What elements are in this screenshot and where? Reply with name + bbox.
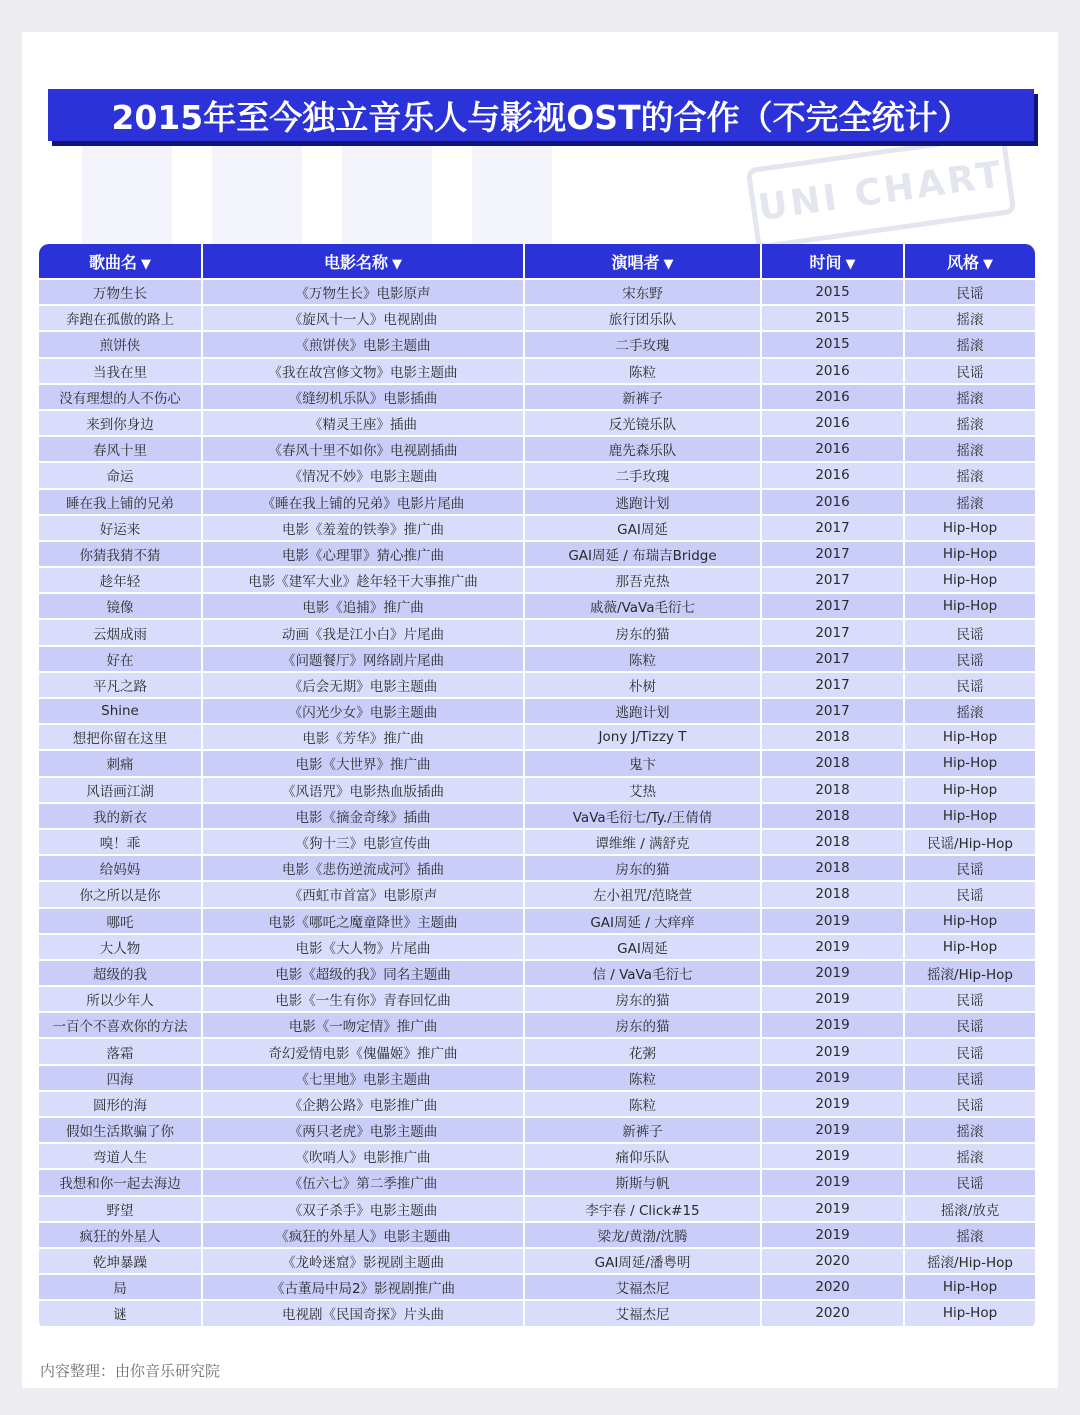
cell-song: 我的新衣	[39, 803, 202, 829]
cell-song: 云烟成雨	[39, 619, 202, 645]
chevron-down-icon: ▼	[983, 256, 993, 272]
cell-film: 电影《追捕》推广曲	[202, 593, 524, 619]
cell-artist: 陈粒	[524, 646, 761, 672]
table-row	[39, 829, 1035, 855]
cell-film: 《风语咒》电影热血版插曲	[202, 777, 524, 803]
cell-artist: GAI周延 / 布瑞吉Bridge	[524, 541, 761, 567]
cell-artist: 艾福杰尼	[524, 1274, 761, 1300]
cell-song: 四海	[39, 1065, 202, 1091]
chevron-down-icon: ▼	[845, 256, 856, 272]
cell-year: 2019	[761, 1222, 904, 1248]
cell-style: 民谣	[904, 881, 1035, 907]
cell-style: 摇滚	[904, 305, 1035, 331]
cell-artist: 二手玫瑰	[524, 462, 761, 488]
cell-film: 电影《哪吒之魔童降世》主题曲	[202, 908, 524, 934]
cell-song: 平凡之路	[39, 672, 202, 698]
cell-style: Hip-Hop	[904, 541, 1035, 567]
table-row	[39, 358, 1035, 384]
cell-year: 2018	[761, 881, 904, 907]
cell-song: 奔跑在孤傲的路上	[39, 305, 202, 331]
cell-artist: 斯斯与帆	[524, 1169, 761, 1195]
table-row	[39, 436, 1035, 462]
table-row	[39, 1222, 1035, 1248]
cell-film: 电影《大世界》推广曲	[202, 750, 524, 776]
cell-year: 2017	[761, 698, 904, 724]
cell-style: 摇滚	[904, 698, 1035, 724]
cell-style: 民谣	[904, 358, 1035, 384]
cell-song: 万物生长	[39, 279, 202, 305]
cell-film: 电影《大人物》片尾曲	[202, 934, 524, 960]
cell-artist: Jony J/Tizzy T	[524, 724, 761, 750]
cell-artist: 二手玫瑰	[524, 331, 761, 357]
table-row	[39, 1143, 1035, 1169]
cell-film: 《睡在我上铺的兄弟》电影片尾曲	[202, 489, 524, 515]
cell-song: 落霜	[39, 1038, 202, 1064]
cell-film: 《我在故宫修文物》电影主题曲	[202, 358, 524, 384]
table-row	[39, 855, 1035, 881]
cell-artist: 房东的猫	[524, 619, 761, 645]
table-row	[39, 541, 1035, 567]
table-row	[39, 619, 1035, 645]
cell-style: Hip-Hop	[904, 724, 1035, 750]
cell-style: 民谣/Hip-Hop	[904, 829, 1035, 855]
cell-song: 春风十里	[39, 436, 202, 462]
cell-style: 民谣	[904, 672, 1035, 698]
cell-style: Hip-Hop	[904, 515, 1035, 541]
cell-year: 2018	[761, 803, 904, 829]
cell-film: 《煎饼侠》电影主题曲	[202, 331, 524, 357]
cell-song: 局	[39, 1274, 202, 1300]
cell-year: 2018	[761, 855, 904, 881]
cell-song: 没有理想的人不伤心	[39, 384, 202, 410]
table-row	[39, 410, 1035, 436]
cell-artist: 逃跑计划	[524, 489, 761, 515]
cell-song: 你之所以是你	[39, 881, 202, 907]
table-row	[39, 331, 1035, 357]
header-song[interactable]: 歌曲名 ▼	[39, 244, 202, 279]
cell-year: 2016	[761, 462, 904, 488]
cell-artist: 那吾克热	[524, 567, 761, 593]
chevron-down-icon: ▼	[663, 256, 674, 272]
cell-artist: 左小祖咒/范晓萱	[524, 881, 761, 907]
cell-year: 2017	[761, 515, 904, 541]
cell-film: 《企鹅公路》电影推广曲	[202, 1091, 524, 1117]
cell-year: 2020	[761, 1248, 904, 1274]
cell-artist: 信 / VaVa毛衍七	[524, 960, 761, 986]
cell-year: 2018	[761, 724, 904, 750]
cell-artist: 宋东野	[524, 279, 761, 305]
table-row	[39, 1012, 1035, 1038]
cell-artist: 艾福杰尼	[524, 1300, 761, 1325]
cell-year: 2019	[761, 1091, 904, 1117]
table-row	[39, 1274, 1035, 1300]
cell-song: 超级的我	[39, 960, 202, 986]
cell-film: 《春风十里不如你》电视剧插曲	[202, 436, 524, 462]
table-row	[39, 279, 1035, 305]
cell-year: 2019	[761, 1196, 904, 1222]
cell-year: 2017	[761, 593, 904, 619]
cell-style: 摇滚	[904, 331, 1035, 357]
cell-year: 2019	[761, 1038, 904, 1064]
table-row	[39, 672, 1035, 698]
page-title: 2015年至今独立音乐人与影视OST的合作（不完全统计）	[48, 89, 1034, 141]
cell-style: 民谣	[904, 1065, 1035, 1091]
cell-film: 《双子杀手》电影主题曲	[202, 1196, 524, 1222]
cell-year: 2019	[761, 960, 904, 986]
cell-song: Shine	[39, 698, 202, 724]
cell-song: 趁年轻	[39, 567, 202, 593]
cell-style: 民谣	[904, 619, 1035, 645]
chevron-down-icon: ▼	[141, 256, 151, 272]
cell-film: 《伍六七》第二季推广曲	[202, 1169, 524, 1195]
table-row	[39, 1038, 1035, 1064]
cell-style: 摇滚	[904, 436, 1035, 462]
table-row	[39, 1065, 1035, 1091]
cell-year: 2016	[761, 489, 904, 515]
cell-artist: GAI周延	[524, 515, 761, 541]
ost-table	[39, 244, 1035, 1330]
cell-style: 民谣	[904, 1012, 1035, 1038]
cell-year: 2015	[761, 279, 904, 305]
cell-artist: 鬼卞	[524, 750, 761, 776]
table-row	[39, 1117, 1035, 1143]
poster-card	[22, 32, 1058, 1388]
cell-film: 《两只老虎》电影主题曲	[202, 1117, 524, 1143]
cell-style: 摇滚	[904, 489, 1035, 515]
table-row	[39, 1300, 1035, 1325]
cell-style: 民谣	[904, 646, 1035, 672]
cell-song: 所以少年人	[39, 986, 202, 1012]
cell-song: 来到你身边	[39, 410, 202, 436]
cell-style: Hip-Hop	[904, 750, 1035, 776]
cell-film: 《疯狂的外星人》电影主题曲	[202, 1222, 524, 1248]
cell-year: 2019	[761, 1065, 904, 1091]
cell-style: Hip-Hop	[904, 567, 1035, 593]
cell-year: 2018	[761, 777, 904, 803]
cell-song: 乾坤暴躁	[39, 1248, 202, 1274]
cell-year: 2016	[761, 358, 904, 384]
header-film[interactable]: 电影名称 ▼	[202, 244, 524, 279]
header-style[interactable]: 风格 ▼	[904, 244, 1035, 279]
table-row	[39, 960, 1035, 986]
cell-style: 摇滚/放克	[904, 1196, 1035, 1222]
cell-year: 2020	[761, 1300, 904, 1325]
table-row	[39, 698, 1035, 724]
cell-style: 摇滚	[904, 1222, 1035, 1248]
table-row	[39, 567, 1035, 593]
cell-film: 《精灵王座》插曲	[202, 410, 524, 436]
cell-year: 2015	[761, 305, 904, 331]
table-row	[39, 462, 1035, 488]
cell-song: 当我在里	[39, 358, 202, 384]
cell-year: 2016	[761, 436, 904, 462]
cell-artist: 梁龙/黄渤/沈腾	[524, 1222, 761, 1248]
cell-artist: GAI周延/潘粤明	[524, 1248, 761, 1274]
cell-artist: 痛仰乐队	[524, 1143, 761, 1169]
table-row	[39, 724, 1035, 750]
cell-style: 摇滚	[904, 1117, 1035, 1143]
cell-year: 2017	[761, 541, 904, 567]
cell-style: 摇滚	[904, 384, 1035, 410]
cell-year: 2020	[761, 1274, 904, 1300]
cell-artist: 逃跑计划	[524, 698, 761, 724]
cell-song: 风语画江湖	[39, 777, 202, 803]
cell-artist: GAI周延	[524, 934, 761, 960]
cell-style: 摇滚	[904, 462, 1035, 488]
cell-style: 民谣	[904, 1038, 1035, 1064]
cell-film: 《古董局中局2》影视剧推广曲	[202, 1274, 524, 1300]
cell-film: 《龙岭迷窟》影视剧主题曲	[202, 1248, 524, 1274]
source-note: 内容整理：由你音乐研究院	[40, 1362, 221, 1380]
cell-style: Hip-Hop	[904, 1274, 1035, 1300]
cell-style: 民谣	[904, 279, 1035, 305]
cell-style: 民谣	[904, 1091, 1035, 1117]
cell-film: 《狗十三》电影宣传曲	[202, 829, 524, 855]
cell-year: 2019	[761, 1012, 904, 1038]
cell-film: 电影《芳华》推广曲	[202, 724, 524, 750]
table-row	[39, 646, 1035, 672]
cell-song: 你猜我猜不猜	[39, 541, 202, 567]
cell-style: Hip-Hop	[904, 908, 1035, 934]
cell-song: 镜像	[39, 593, 202, 619]
cell-artist: 艾热	[524, 777, 761, 803]
cell-style: Hip-Hop	[904, 1300, 1035, 1325]
cell-style: Hip-Hop	[904, 593, 1035, 619]
cell-film: 《吹哨人》电影推广曲	[202, 1143, 524, 1169]
cell-artist: 花粥	[524, 1038, 761, 1064]
cell-year: 2019	[761, 1117, 904, 1143]
cell-song: 哪吒	[39, 908, 202, 934]
cell-song: 圆形的海	[39, 1091, 202, 1117]
cell-year: 2019	[761, 1143, 904, 1169]
table-row	[39, 305, 1035, 331]
cell-film: 《万物生长》电影原声	[202, 279, 524, 305]
cell-film: 《后会无期》电影主题曲	[202, 672, 524, 698]
watermark-stamp: UNI CHART	[746, 132, 1017, 250]
cell-song: 野望	[39, 1196, 202, 1222]
table-row	[39, 1169, 1035, 1195]
cell-film: 电影《羞羞的铁拳》推广曲	[202, 515, 524, 541]
cell-film: 电影《一吻定情》推广曲	[202, 1012, 524, 1038]
cell-film: 电影《超级的我》同名主题曲	[202, 960, 524, 986]
cell-song: 嗅！乖	[39, 829, 202, 855]
cell-song: 谜	[39, 1300, 202, 1325]
header-artist[interactable]: 演唱者 ▼	[524, 244, 761, 279]
cell-song: 一百个不喜欢你的方法	[39, 1012, 202, 1038]
cell-artist: 陈粒	[524, 1065, 761, 1091]
cell-year: 2019	[761, 934, 904, 960]
table-row	[39, 803, 1035, 829]
cell-song: 给妈妈	[39, 855, 202, 881]
table-row	[39, 489, 1035, 515]
header-year[interactable]: 时间 ▼	[761, 244, 904, 279]
table-row	[39, 934, 1035, 960]
cell-style: Hip-Hop	[904, 777, 1035, 803]
cell-year: 2019	[761, 908, 904, 934]
cell-style: 摇滚/Hip-Hop	[904, 1248, 1035, 1274]
cell-artist: 陈粒	[524, 1091, 761, 1117]
cell-style: 摇滚/Hip-Hop	[904, 960, 1035, 986]
cell-song: 好在	[39, 646, 202, 672]
cell-artist: 朴树	[524, 672, 761, 698]
cell-film: 奇幻爱情电影《傀儡姬》推广曲	[202, 1038, 524, 1064]
cell-song: 我想和你一起去海边	[39, 1169, 202, 1195]
cell-style: 民谣	[904, 986, 1035, 1012]
cell-film: 电视剧《民国奇探》片头曲	[202, 1300, 524, 1325]
cell-artist: 旅行团乐队	[524, 305, 761, 331]
cell-artist: VaVa毛衍七/Ty./王倩倩	[524, 803, 761, 829]
cell-year: 2016	[761, 384, 904, 410]
table-row	[39, 1091, 1035, 1117]
cell-film: 《缝纫机乐队》电影插曲	[202, 384, 524, 410]
table-body	[39, 279, 1035, 1326]
cell-style: Hip-Hop	[904, 803, 1035, 829]
cell-artist: 谭维维 / 满舒克	[524, 829, 761, 855]
cell-artist: 房东的猫	[524, 1012, 761, 1038]
cell-film: 《问题餐厅》网络剧片尾曲	[202, 646, 524, 672]
cell-film: 《旋风十一人》电视剧曲	[202, 305, 524, 331]
cell-year: 2017	[761, 567, 904, 593]
cell-film: 电影《一生有你》青春回忆曲	[202, 986, 524, 1012]
cell-film: 《情况不妙》电影主题曲	[202, 462, 524, 488]
table-row	[39, 384, 1035, 410]
cell-year: 2017	[761, 619, 904, 645]
table-row	[39, 881, 1035, 907]
cell-artist: 反光镜乐队	[524, 410, 761, 436]
cell-film: 电影《建军大业》趁年轻干大事推广曲	[202, 567, 524, 593]
cell-year: 2019	[761, 986, 904, 1012]
cell-song: 大人物	[39, 934, 202, 960]
cell-song: 疯狂的外星人	[39, 1222, 202, 1248]
cell-song: 命运	[39, 462, 202, 488]
cell-style: Hip-Hop	[904, 934, 1035, 960]
table-row	[39, 593, 1035, 619]
cell-artist: 鹿先森乐队	[524, 436, 761, 462]
cell-year: 2016	[761, 410, 904, 436]
cell-film: 电影《心理罪》猜心推广曲	[202, 541, 524, 567]
cell-film: 《闪光少女》电影主题曲	[202, 698, 524, 724]
cell-film: 动画《我是江小白》片尾曲	[202, 619, 524, 645]
cell-year: 2018	[761, 829, 904, 855]
cell-film: 电影《摘金奇缘》插曲	[202, 803, 524, 829]
cell-year: 2018	[761, 750, 904, 776]
cell-style: 民谣	[904, 1169, 1035, 1195]
cell-song: 想把你留在这里	[39, 724, 202, 750]
table-row	[39, 986, 1035, 1012]
table-row	[39, 777, 1035, 803]
cell-artist: 李宇春 / Click#15	[524, 1196, 761, 1222]
cell-song: 弯道人生	[39, 1143, 202, 1169]
cell-style: 民谣	[904, 855, 1035, 881]
cell-artist: 房东的猫	[524, 855, 761, 881]
chevron-down-icon: ▼	[392, 256, 402, 272]
cell-song: 假如生活欺骗了你	[39, 1117, 202, 1143]
cell-film: 《七里地》电影主题曲	[202, 1065, 524, 1091]
table-row	[39, 1248, 1035, 1274]
cell-year: 2017	[761, 646, 904, 672]
cell-artist: 新裤子	[524, 384, 761, 410]
cell-artist: 陈粒	[524, 358, 761, 384]
cell-artist: 新裤子	[524, 1117, 761, 1143]
table-row	[39, 515, 1035, 541]
cell-artist: GAI周延 / 大痒痒	[524, 908, 761, 934]
cell-style: 摇滚	[904, 410, 1035, 436]
cell-year: 2015	[761, 331, 904, 357]
cell-year: 2019	[761, 1169, 904, 1195]
table-header-row	[39, 244, 1035, 279]
table-row	[39, 1196, 1035, 1222]
cell-song: 刺痛	[39, 750, 202, 776]
cell-song: 睡在我上铺的兄弟	[39, 489, 202, 515]
cell-song: 煎饼侠	[39, 331, 202, 357]
cell-style: 摇滚	[904, 1143, 1035, 1169]
cell-artist: 戚薇/VaVa毛衍七	[524, 593, 761, 619]
cell-artist: 房东的猫	[524, 986, 761, 1012]
cell-film: 《西虹市首富》电影原声	[202, 881, 524, 907]
cell-film: 电影《悲伤逆流成河》插曲	[202, 855, 524, 881]
cell-year: 2017	[761, 672, 904, 698]
table-row	[39, 908, 1035, 934]
cell-song: 好运来	[39, 515, 202, 541]
table-row	[39, 750, 1035, 776]
